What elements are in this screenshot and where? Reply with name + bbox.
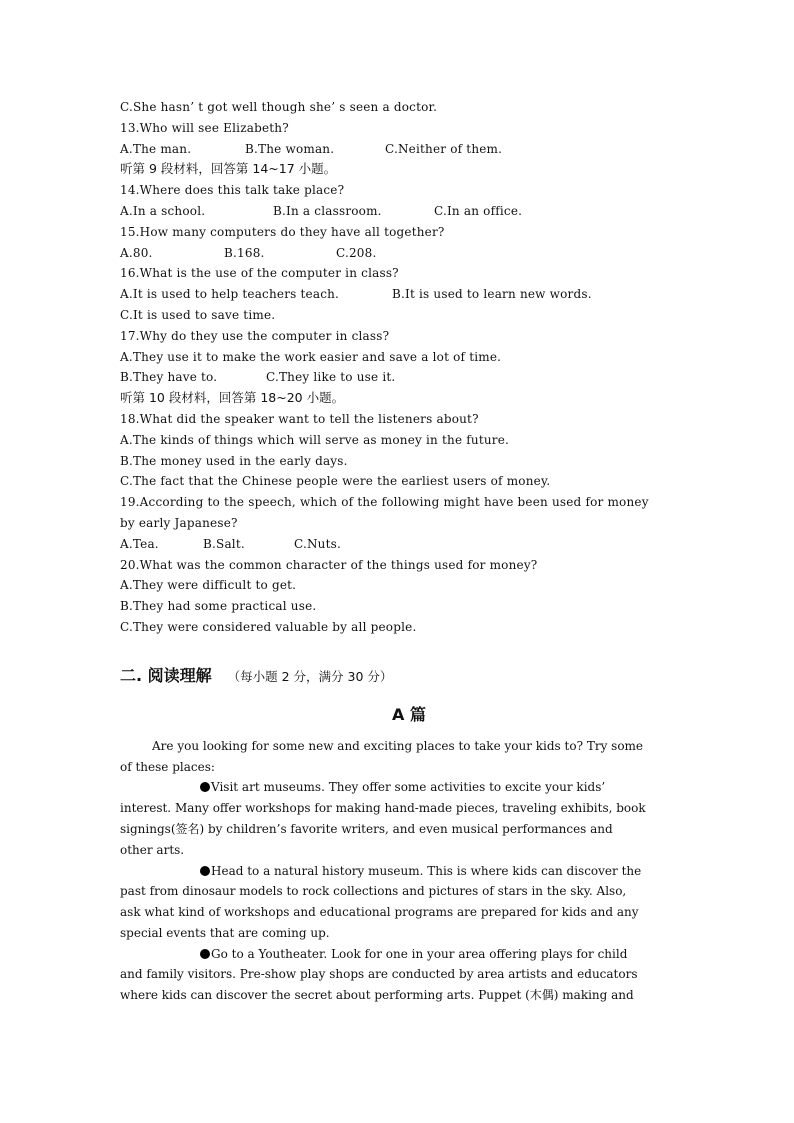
q15-options: [120, 243, 698, 264]
bullet-1-first-line: [120, 777, 696, 798]
q17-option-c: C.They like to use it.: [266, 370, 396, 385]
q14-option-b: B.In a classroom.: [273, 203, 382, 218]
q16-options-ab: [120, 284, 698, 305]
bullet-2-line: special events that are coming up.: [120, 925, 330, 940]
q18-option-c: C.The fact that the Chinese people were the earliest users of money.: [120, 474, 551, 489]
q13-question: 13.Who will see Elizabeth?: [120, 120, 289, 135]
bullet-2-line: past from dinosaur models to rock collections and pictures of stars in the sky. Also,: [120, 884, 627, 899]
q15-question: 15.How many computers do they have all together?: [120, 224, 445, 239]
bullet-dot-icon: [200, 782, 210, 792]
q18-option-a: A.The kinds of things which will serve as money in the future.: [120, 432, 510, 447]
q14-question: 14.Where does this talk take place?: [120, 183, 345, 198]
bullet-1-line: interest. Many offer workshops for making hand-made pieces, traveling exhibits, book: [120, 801, 646, 816]
reading-section-title-text: 二. 阅读理解: [120, 665, 212, 685]
q13-option-b: B.The woman.: [245, 141, 335, 156]
bullet-1-line: Visit art museums. They offer some activities to excite your kids’: [211, 780, 606, 795]
passage-intro: [120, 736, 696, 778]
q20-option-c: C.They were considered valuable by all people.: [120, 619, 417, 634]
q16-option-a: A.It is used to help teachers teach.: [120, 287, 340, 302]
reading-section-note: （每小题 2 分，满分 30 分）: [227, 668, 393, 684]
q17-options-bc: [120, 367, 698, 388]
bullet-dot-icon: [200, 866, 210, 876]
q15-option-b: B.168.: [224, 245, 265, 260]
q19-option-b: B.Salt.: [203, 536, 245, 551]
q19-options: [120, 534, 698, 555]
q16-option-b: B.It is used to learn new words.: [392, 287, 592, 302]
q13-option-a: A.The man.: [120, 141, 192, 156]
q16-option-c: C.It is used to save time.: [120, 307, 276, 322]
q17-option-a: A.They use it to make the work easier and save a lot of time.: [120, 349, 502, 364]
q13-option-c: C.Neither of them.: [385, 141, 503, 156]
q15-option-a: A.80.: [120, 245, 153, 260]
section-spacer: [120, 638, 698, 664]
q18-option-b: B.The money used in the early days.: [120, 453, 348, 468]
bullet-1-line: other arts.: [120, 842, 185, 857]
passage-bullet-1: [120, 777, 696, 860]
q20-option-b: B.They had some practical use.: [120, 599, 317, 614]
q19-option-c: C.Nuts.: [294, 536, 341, 551]
q17-question: 17.Why do they use the computer in class?: [120, 328, 390, 343]
q19-question-line1: 19.According to the speech, which of the following might have been used for money: [120, 495, 649, 510]
q12-option-c: C.She hasn’ t got well though she’ s seen a doctor.: [120, 100, 438, 114]
passage-bullet-2: [120, 861, 696, 944]
section10-heading: 听第 10 段材料，回答第 18~20 小题。: [120, 390, 345, 406]
document-content: [120, 97, 698, 1006]
reading-section-title: [120, 664, 698, 688]
q17-option-b: B.They have to.: [120, 370, 218, 385]
bullet-2-first-line: [120, 861, 696, 882]
q16-question: 16.What is the use of the computer in class?: [120, 266, 399, 281]
q20-question: 20.What was the common character of the things used for money?: [120, 557, 538, 572]
bullet-dot-icon: [200, 949, 210, 959]
bullet-3-line: where kids can discover the secret about performing arts. Puppet (木偶) making and: [120, 988, 634, 1003]
bullet-1-line: signings(签名) by children’s favorite writers, and even musical performances and: [120, 821, 613, 836]
q14-options: [120, 201, 698, 222]
bullet-2-line: ask what kind of workshops and educational programs are prepared for kids and any: [120, 905, 639, 920]
bullet-3-line: and family visitors. Pre-show play shops are conducted by area artists and educators: [120, 967, 638, 982]
bullet-2-line: Head to a natural history museum. This is where kids can discover the: [211, 863, 642, 878]
q14-option-a: A.In a school.: [120, 203, 206, 218]
passage-intro-line: Are you looking for some new and exciting places to take your kids to? Try some: [152, 738, 644, 753]
section9-heading: 听第 9 段材料，回答第 14~17 小题。: [120, 161, 337, 177]
bullet-3-line: Go to a Youtheater. Look for one in your area offering plays for child: [211, 946, 628, 961]
q18-question: 18.What did the speaker want to tell the listeners about?: [120, 411, 479, 426]
passage-intro-line: of these places:: [120, 759, 215, 774]
q19-question-line2: by early Japanese?: [120, 515, 238, 530]
q13-options: [120, 139, 698, 160]
q14-option-c: C.In an office.: [434, 203, 523, 218]
passage-bullet-3: [120, 944, 696, 1006]
q15-option-c: C.208.: [336, 245, 377, 260]
q19-option-a: A.Tea.: [120, 536, 159, 551]
passage-title: A 篇: [392, 704, 426, 724]
q20-option-a: A.They were difficult to get.: [120, 578, 297, 593]
bullet-3-first-line: [120, 944, 696, 965]
